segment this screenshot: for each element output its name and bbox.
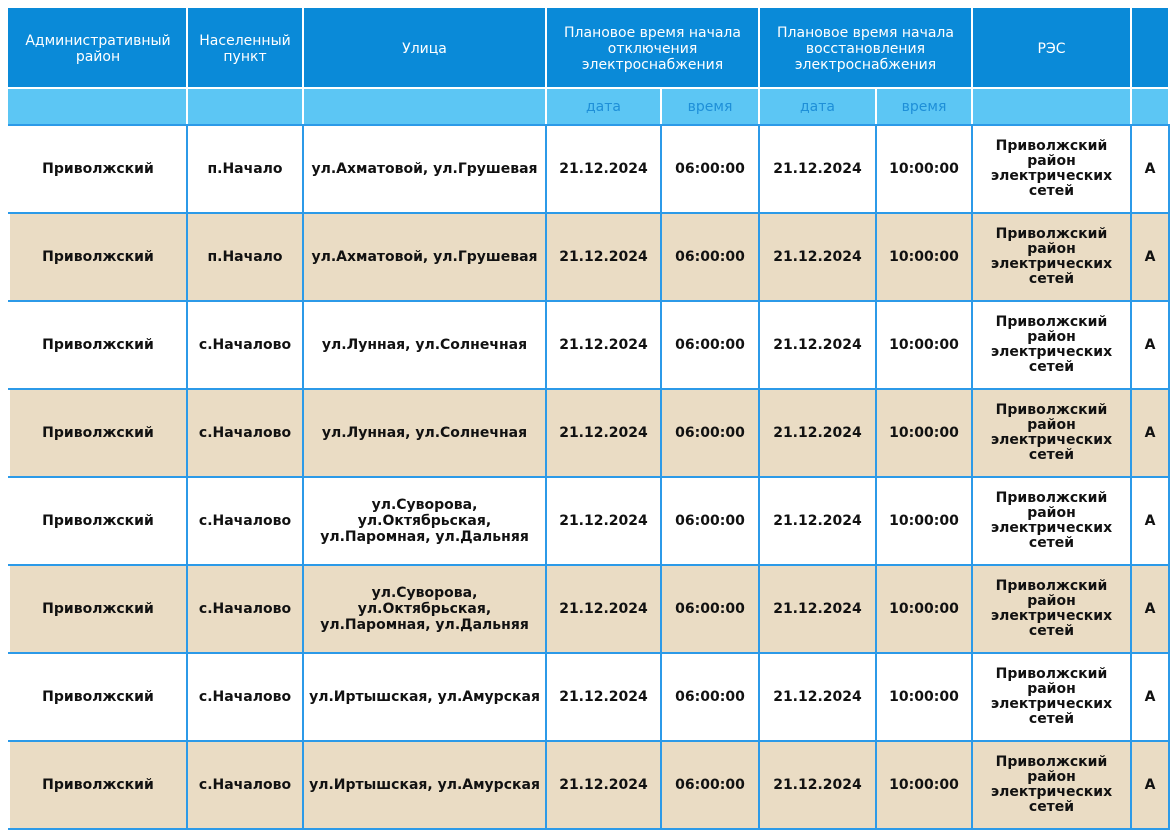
cell-settlement: п.Начало [187, 125, 303, 213]
subheader-empty [972, 88, 1131, 125]
cell-off-date: 21.12.2024 [546, 213, 661, 301]
cell-off-date: 21.12.2024 [546, 477, 661, 565]
cell-district: Приволжский [9, 301, 187, 389]
outage-schedule-table [8, 8, 1170, 830]
cell-res: Приволжский район электрических сетей [972, 653, 1131, 741]
table-row [9, 565, 1169, 653]
cell-street: ул.Суворова, ул.Октябрьская, ул.Паромная, ул.Дальняя [303, 477, 546, 565]
cell-partial: А [1131, 301, 1169, 389]
cell-street: ул.Иртышская, ул.Амурская [303, 741, 546, 829]
cell-on-time: 10:00:00 [876, 125, 972, 213]
table-row [9, 653, 1169, 741]
cell-district: Приволжский [9, 565, 187, 653]
cell-on-date: 21.12.2024 [759, 653, 876, 741]
subheader-on-time: время [876, 88, 972, 125]
cell-on-date: 21.12.2024 [759, 213, 876, 301]
cell-settlement: с.Началово [187, 741, 303, 829]
cell-on-date: 21.12.2024 [759, 389, 876, 477]
cell-partial: А [1131, 565, 1169, 653]
cell-partial: А [1131, 125, 1169, 213]
cell-on-date: 21.12.2024 [759, 741, 876, 829]
cell-settlement: с.Началово [187, 565, 303, 653]
cell-on-time: 10:00:00 [876, 653, 972, 741]
cell-off-date: 21.12.2024 [546, 741, 661, 829]
header-outage-start: Плановое время начала отключения электроснабжения [546, 9, 759, 88]
header-partial [1131, 9, 1169, 88]
cell-on-time: 10:00:00 [876, 213, 972, 301]
table-row [9, 213, 1169, 301]
cell-off-time: 06:00:00 [661, 301, 759, 389]
cell-street: ул.Суворова, ул.Октябрьская, ул.Паромная, ул.Дальняя [303, 565, 546, 653]
table-row [9, 477, 1169, 565]
cell-on-date: 21.12.2024 [759, 565, 876, 653]
cell-on-time: 10:00:00 [876, 741, 972, 829]
cell-res: Приволжский район электрических сетей [972, 125, 1131, 213]
cell-street: ул.Ахматовой, ул.Грушевая [303, 125, 546, 213]
cell-district: Приволжский [9, 213, 187, 301]
cell-settlement: с.Началово [187, 389, 303, 477]
table-row [9, 301, 1169, 389]
cell-off-time: 06:00:00 [661, 389, 759, 477]
table-header-row [9, 9, 1169, 88]
cell-partial: А [1131, 477, 1169, 565]
cell-street: ул.Иртышская, ул.Амурская [303, 653, 546, 741]
cell-district: Приволжский [9, 125, 187, 213]
cell-settlement: с.Началово [187, 301, 303, 389]
header-res: РЭС [972, 9, 1131, 88]
cell-partial: А [1131, 653, 1169, 741]
cell-off-time: 06:00:00 [661, 213, 759, 301]
header-street: Улица [303, 9, 546, 88]
cell-off-time: 06:00:00 [661, 125, 759, 213]
cell-on-time: 10:00:00 [876, 389, 972, 477]
header-settlement: Населенный пункт [187, 9, 303, 88]
cell-res: Приволжский район электрических сетей [972, 389, 1131, 477]
cell-off-time: 06:00:00 [661, 741, 759, 829]
cell-off-time: 06:00:00 [661, 565, 759, 653]
cell-res: Приволжский район электрических сетей [972, 213, 1131, 301]
cell-on-date: 21.12.2024 [759, 301, 876, 389]
cell-district: Приволжский [9, 653, 187, 741]
cell-off-date: 21.12.2024 [546, 653, 661, 741]
cell-on-time: 10:00:00 [876, 477, 972, 565]
cell-on-date: 21.12.2024 [759, 125, 876, 213]
subheader-on-date: дата [759, 88, 876, 125]
cell-res: Приволжский район электрических сетей [972, 477, 1131, 565]
subheader-empty [187, 88, 303, 125]
table-row [9, 125, 1169, 213]
subheader-off-date: дата [546, 88, 661, 125]
header-restore-start: Плановое время начала восстановления электроснабжения [759, 9, 972, 88]
subheader-empty [9, 88, 187, 125]
cell-street: ул.Лунная, ул.Солнечная [303, 389, 546, 477]
cell-settlement: п.Начало [187, 213, 303, 301]
cell-partial: А [1131, 389, 1169, 477]
table-row [9, 389, 1169, 477]
cell-off-time: 06:00:00 [661, 653, 759, 741]
cell-partial: А [1131, 213, 1169, 301]
cell-partial: А [1131, 741, 1169, 829]
table-body [9, 125, 1169, 829]
cell-district: Приволжский [9, 389, 187, 477]
cell-res: Приволжский район электрических сетей [972, 565, 1131, 653]
cell-off-time: 06:00:00 [661, 477, 759, 565]
cell-street: ул.Ахматовой, ул.Грушевая [303, 213, 546, 301]
subheader-empty [303, 88, 546, 125]
table-subheader-row [9, 88, 1169, 125]
cell-off-date: 21.12.2024 [546, 125, 661, 213]
cell-res: Приволжский район электрических сетей [972, 301, 1131, 389]
table-row [9, 741, 1169, 829]
cell-settlement: с.Началово [187, 653, 303, 741]
subheader-off-time: время [661, 88, 759, 125]
header-district: Административный район [9, 9, 187, 88]
cell-off-date: 21.12.2024 [546, 389, 661, 477]
cell-settlement: с.Началово [187, 477, 303, 565]
cell-on-time: 10:00:00 [876, 565, 972, 653]
cell-off-date: 21.12.2024 [546, 565, 661, 653]
cell-res: Приволжский район электрических сетей [972, 741, 1131, 829]
subheader-empty [1131, 88, 1169, 125]
cell-district: Приволжский [9, 741, 187, 829]
cell-on-time: 10:00:00 [876, 301, 972, 389]
cell-on-date: 21.12.2024 [759, 477, 876, 565]
cell-district: Приволжский [9, 477, 187, 565]
cell-off-date: 21.12.2024 [546, 301, 661, 389]
cell-street: ул.Лунная, ул.Солнечная [303, 301, 546, 389]
